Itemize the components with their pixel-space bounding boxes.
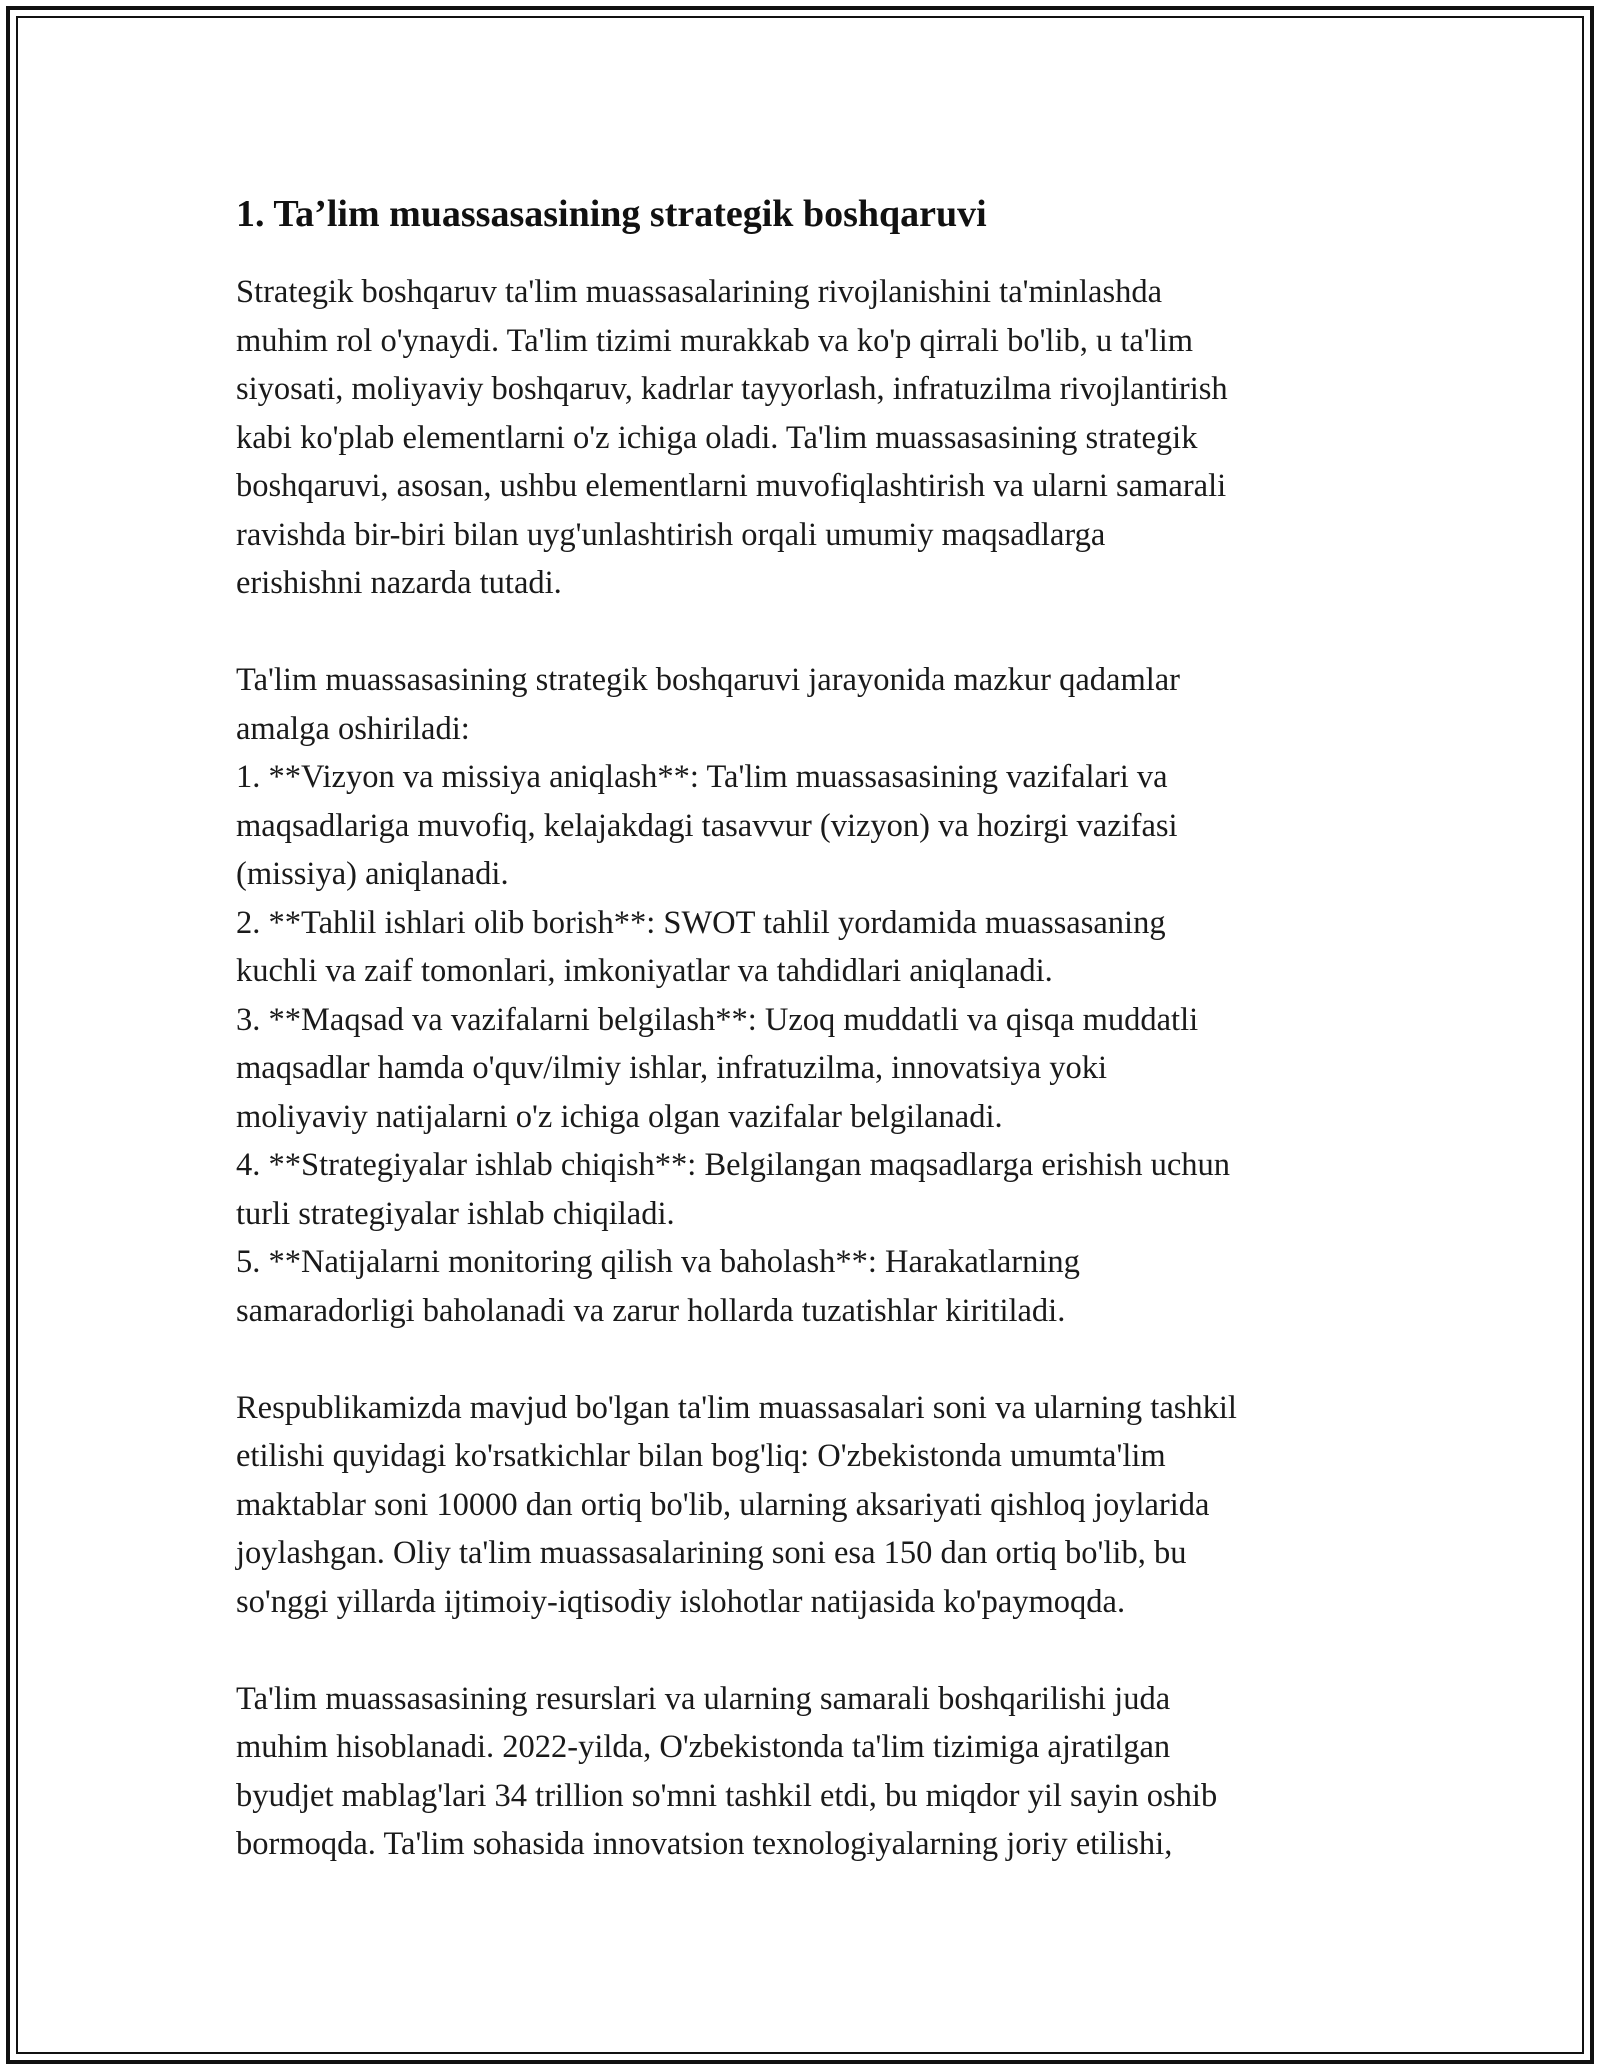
text-line: byudjet mablag'lari 34 trillion so'mni tashkil etdi, bu miqdor yil sayin oshib [236, 1777, 1218, 1814]
text-line: 2. **Tahlil ishlari olib borish**: SWOT tahlil yordamida muassasaning [236, 904, 1166, 941]
paragraph [236, 1675, 1376, 1869]
text-line: samaradorligi baholanadi va zarur hollarda tuzatishlar kiritiladi. [236, 1292, 1066, 1329]
text-line: Ta'lim muassasasining resurslari va ularning samarali boshqarilishi juda [236, 1680, 1171, 1717]
text-line: 4. **Strategiyalar ishlab chiqish**: Belgilangan maqsadlarga erishish uchun [236, 1147, 1231, 1183]
paragraph [236, 1384, 1376, 1627]
text-line: Ta'lim muassasasining strategik boshqaruvi jarayonida mazkur qadamlar [236, 662, 1181, 698]
paragraph [236, 656, 1376, 1335]
text-line: 3. **Maqsad va vazifalarni belgilash**: Uzoq muddatli va qisqa muddatli [236, 1001, 1199, 1038]
paragraph-gap [236, 1335, 1376, 1384]
paragraph [236, 268, 1376, 608]
text-line: kabi ko'plab elementlarni o'z ichiga oladi. Ta'lim muassasasining strategik [236, 419, 1198, 456]
text-line: erishishni nazarda tutadi. [236, 565, 562, 601]
text-line: amalga oshiriladi: [236, 710, 470, 747]
text-line: 5. **Natijalarni monitoring qilish va baholash**: Harakatlarning [236, 1244, 1080, 1280]
text-line: Strategik boshqaruv ta'lim muassasalarining rivojlanishini ta'minlashda [236, 274, 1163, 310]
text-line: etilishi quyidagi ko'rsatkichlar bilan bog'liq: O'zbekistonda umumta'lim [236, 1438, 1166, 1474]
section-heading: 1. Ta’lim muassasasining strategik boshqaruvi [236, 193, 987, 235]
text-line: kuchli va zaif tomonlari, imkoniyatlar va tahdidlari aniqlanadi. [236, 953, 1053, 989]
text-line: ravishda bir-biri bilan uyg'unlashtirish orqali umumiy maqsadlarga [236, 516, 1106, 553]
text-line: siyosati, moliyaviy boshqaruv, kadrlar tayyorlash, infratuzilma rivojlantirish [236, 371, 1228, 407]
document-body [236, 188, 1376, 1869]
text-line: muhim hisoblanadi. 2022-yilda, O'zbekistonda ta'lim tizimiga ajratilgan [236, 1729, 1171, 1765]
text-line: Respublikamizda mavjud bo'lgan ta'lim muassasalari soni va ularning tashkil [236, 1389, 1237, 1426]
paragraph-gap [236, 608, 1376, 657]
text-line: maqsadlar hamda o'quv/ilmiy ishlar, infratuzilma, innovatsiya yoki [236, 1050, 1108, 1086]
text-line: 1. **Vizyon va missiya aniqlash**: Ta'lim muassasasining vazifalari va [236, 759, 1168, 795]
text-line: bormoqda. Ta'lim sohasida innovatsion texnologiyalarning joriy etilishi, [236, 1826, 1173, 1862]
text-line: so'nggi yillarda ijtimoiy-iqtisodiy islohotlar natijasida ko'paymoqda. [236, 1583, 1126, 1620]
text-line: maktablar soni 10000 dan ortiq bo'lib, ularning aksariyati qishloq joylarida [236, 1486, 1210, 1523]
text-line: muhim rol o'ynaydi. Ta'lim tizimi murakkab va ko'p qirrali bo'lib, u ta'lim [236, 322, 1194, 359]
text-line: moliyaviy natijalarni o'z ichiga olgan vazifalar belgilanadi. [236, 1098, 1003, 1135]
text-line: turli strategiyalar ishlab chiqiladi. [236, 1195, 675, 1232]
text-line: maqsadlariga muvofiq, kelajakdagi tasavvur (vizyon) va hozirgi vazifasi [236, 807, 1178, 844]
body-text [236, 268, 1376, 1869]
paragraph-gap [236, 1626, 1376, 1675]
text-line: joylashgan. Oliy ta'lim muassasalarining soni esa 150 dan ortiq bo'lib, bu [236, 1535, 1187, 1571]
text-line: boshqaruvi, asosan, ushbu elementlarni muvofiqlashtirish va ularni samarali [236, 468, 1227, 504]
text-line: (missiya) aniqlanadi. [236, 856, 509, 892]
